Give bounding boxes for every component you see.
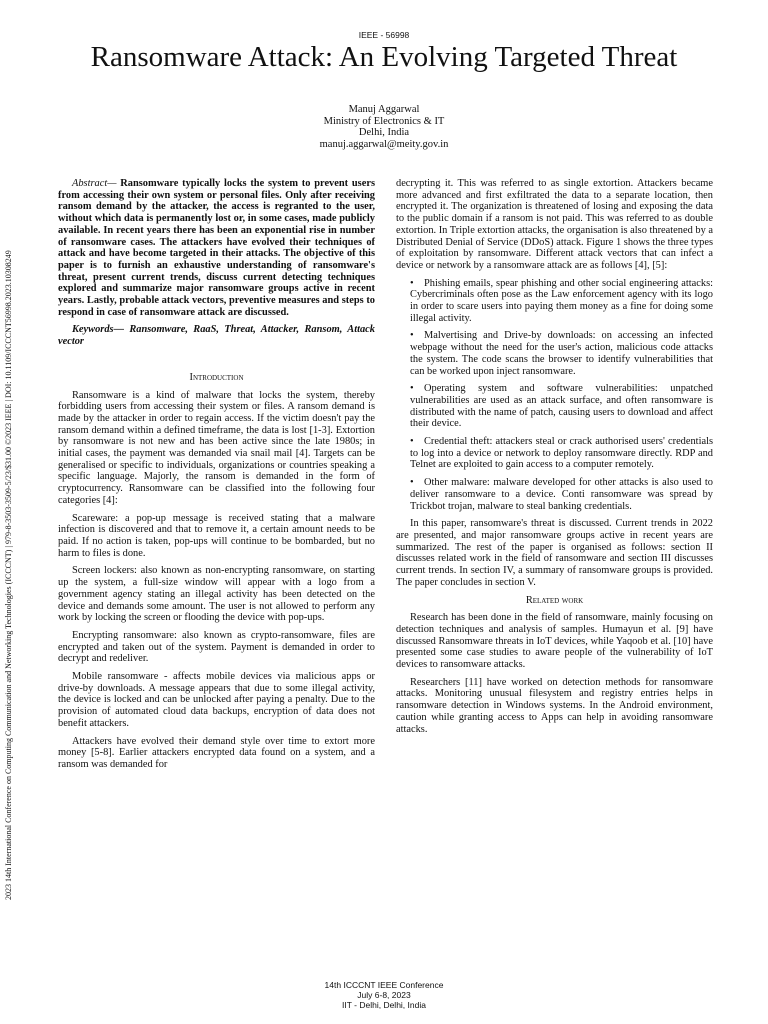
paragraph: Mobile ransomware - affects mobile devices via malicious apps or drive-by downloads. A message appears that due to some illegal activity, the device is locked and can be unlocked after paying a penalty. Due to the provision of automated cloud data backups, encryption of data does not benefit attackers.	[58, 671, 375, 729]
paragraph: Researchers [11] have worked on detection methods for ransomware attacks. Monitoring unusual filesystem and registry entries helps in ransomware detection in Windows systems. In the Android environment, caution while granting access to Apps can help in avoiding ransomware attacks.	[396, 676, 713, 735]
page-footer	[0, 980, 768, 1010]
bullet-item	[396, 477, 713, 512]
bullet-text: Malvertising and Drive-by downloads: on accessing an infected webpage without the need for the user's action, malicious code attacks the system. The code scans the browser to identify vulnerabilities that can be worked upon inject ransomware.	[410, 330, 713, 377]
paragraph: In this paper, ransomware's threat is discussed. Current trends in 2022 are presented, and major ransomware groups active in recent years are summarized. The rest of the paper is organised as follows: section II discusses related work in the field of ransomware and section III discusses current trends. In section IV, a summary of ransomware groups is provided. The paper concludes in section V.	[396, 518, 713, 588]
section-heading-introduction: Introduction	[189, 371, 244, 383]
bullet-item	[396, 383, 713, 430]
bullet-text: Other malware: malware developed for other attacks is also used to deliver ransomware to a device. Conti ransomware was spread by Trickbot trojan, malware to steal banking credentials.	[410, 477, 713, 512]
author-block	[0, 104, 768, 150]
abstract	[58, 178, 375, 318]
bullet-icon: •	[410, 436, 414, 448]
abstract-text: Ransomware typically locks the system to prevent users from accessing their own system or personal files. Only after receiving ransom demand by the attacker, the access is regranted to the user, without which data is permanently lost or, in some cases, made publicly available. In recent years there has been an exponential rise in number of ransomware cases. The attackers have evolved their techniques of attack and have become targeted in their attacks. The objective of this paper is to furnish an exhaustive understanding of ransomware's threat, present current trends, discuss current detecting techniques explored and summarize major ransomware groups active in recent years. Lastly, probable attack vectors, preventive measures and steps to respond in case of ransomware attack are discussed.	[58, 178, 375, 318]
left-column	[58, 178, 375, 777]
bullet-icon: •	[410, 383, 414, 395]
section-heading-related-work: Related work	[525, 594, 584, 606]
conference-id: IEEE - 56998	[358, 30, 410, 40]
author-location: Delhi, India	[358, 127, 410, 138]
author-email: manuj.aggarwal@meity.gov.in	[319, 138, 449, 150]
keywords-text: Ransomware, RaaS, Threat, Attacker, Ransom, Attack vector	[58, 324, 375, 348]
bullet-item	[396, 278, 713, 325]
abstract-label: Abstract—	[72, 178, 117, 189]
bullet-item	[396, 330, 713, 377]
bullet-text: Phishing emails, spear phishing and other social engineering attacks: Cybercriminals often pose as the Law enforcement agency with its logo in order to scare users into paying them money as a fine for doing some illegal activity.	[410, 277, 713, 324]
paragraph: Scareware: a pop-up message is received stating that a malware infection is discovered and that to remove it, a certain amount needs to be paid. If no action is taken, pop-ups will continue to be bombarded, but no harm to files is done.	[58, 512, 375, 559]
bullet-icon: •	[410, 477, 414, 489]
bullet-icon: •	[410, 277, 414, 289]
paragraph: Screen lockers: also known as non-encrypting ransomware, on starting up the system, a full-size window will appear with a logo from a government agency stating an illegal activity has been detected on the device and demands some amount. The user is not allowed to perform any work by locking the screen or flooding the device with pop-ups.	[58, 565, 375, 624]
keywords-label: Keywords—	[72, 324, 124, 336]
side-citation: 2023 14th International Conference on Computing Communication and Networking Technologies (ICCCNT) | 979-8-3503-3509-5/23/$31.00 ©2023 IEEE | DOI: 10.1109/ICCCNT56998.2023.10308249	[4, 250, 13, 900]
footer-location: IIT - Delhi, Delhi, India	[342, 1000, 426, 1010]
right-column	[396, 178, 713, 741]
paragraph: decrypting it. This was referred to as single extortion. Attackers became more advanced and first exfiltrated the data to a separate location, then encrypted it. The organization is threatened of losing and exposing the data to the public domain if a ransom is not paid. This was referred to as double extortion. In Triple extortion attacks, the organisation is also threatened by a Distributed Denial of Service (DDoS) attack. Figure 1 shows the three types of exploitation by ransomware. Different attack vectors that can infect a device or network by a ransomware attack are as follows [4], [5]:	[396, 178, 713, 271]
bullet-text: Credential theft: attackers steal or crack authorised users' credentials to log into a device or network to deploy ransomware directly. RDP and Telnet are exploited to gain access to a computer remotely.	[410, 436, 713, 471]
bullet-icon: •	[410, 330, 414, 342]
paragraph: Research has been done in the field of ransomware, mainly focusing on detection techniques and analysis of samples. Humayun et al. [9] have discussed Ransomware threats in IoT devices, while Yaqoob et al. [10] have presented some case studies to aware people of the vulnerability of IoT devices to ransomware attacks.	[396, 612, 713, 671]
paragraph: Attackers have evolved their demand style over time to extort more money [5-8]. Earlier attackers encrypted data found on a system, and a ransom was demanded for	[58, 735, 375, 770]
keywords	[58, 324, 375, 347]
footer-date: July 6-8, 2023	[357, 990, 411, 1000]
paper-title: Ransomware Attack: An Evolving Targeted Threat	[90, 41, 678, 73]
bullet-item	[396, 436, 713, 471]
footer-conference: 14th ICCCNT IEEE Conference	[324, 980, 444, 990]
author-org: Ministry of Electronics & IT	[323, 115, 445, 127]
paragraph: Ransomware is a kind of malware that locks the system, thereby forbidding users from accessing their system or files. A ransom demand is made by the attacker in order to regain access. If the victim doesn't pay the ransom demand within a defined timeframe, the data is lost [1-3]. Extortion by ransomware is not new and has been active since the late 1980s; in initial cases, the payment was demanded via snail mail [4]. Targets can be generalised or specific to individuals, organizations or countries speaking a specific language. Majorly, the ransom is demanded in the form of cryptocurrency. Ransomware can be classified into the following four categories [4]:	[58, 389, 375, 506]
author-name: Manuj Aggarwal	[348, 104, 420, 115]
paragraph: Encrypting ransomware: also known as crypto-ransomware, files are encrypted and taken out of the system. Payment is demanded in order to decrypt and redeliver.	[58, 629, 375, 665]
bullet-text: Operating system and software vulnerabilities: unpatched vulnerabilities are used as an attack surface, and often ransomware is distributed with the name of patch, causing users to download and affect their device.	[410, 383, 713, 430]
